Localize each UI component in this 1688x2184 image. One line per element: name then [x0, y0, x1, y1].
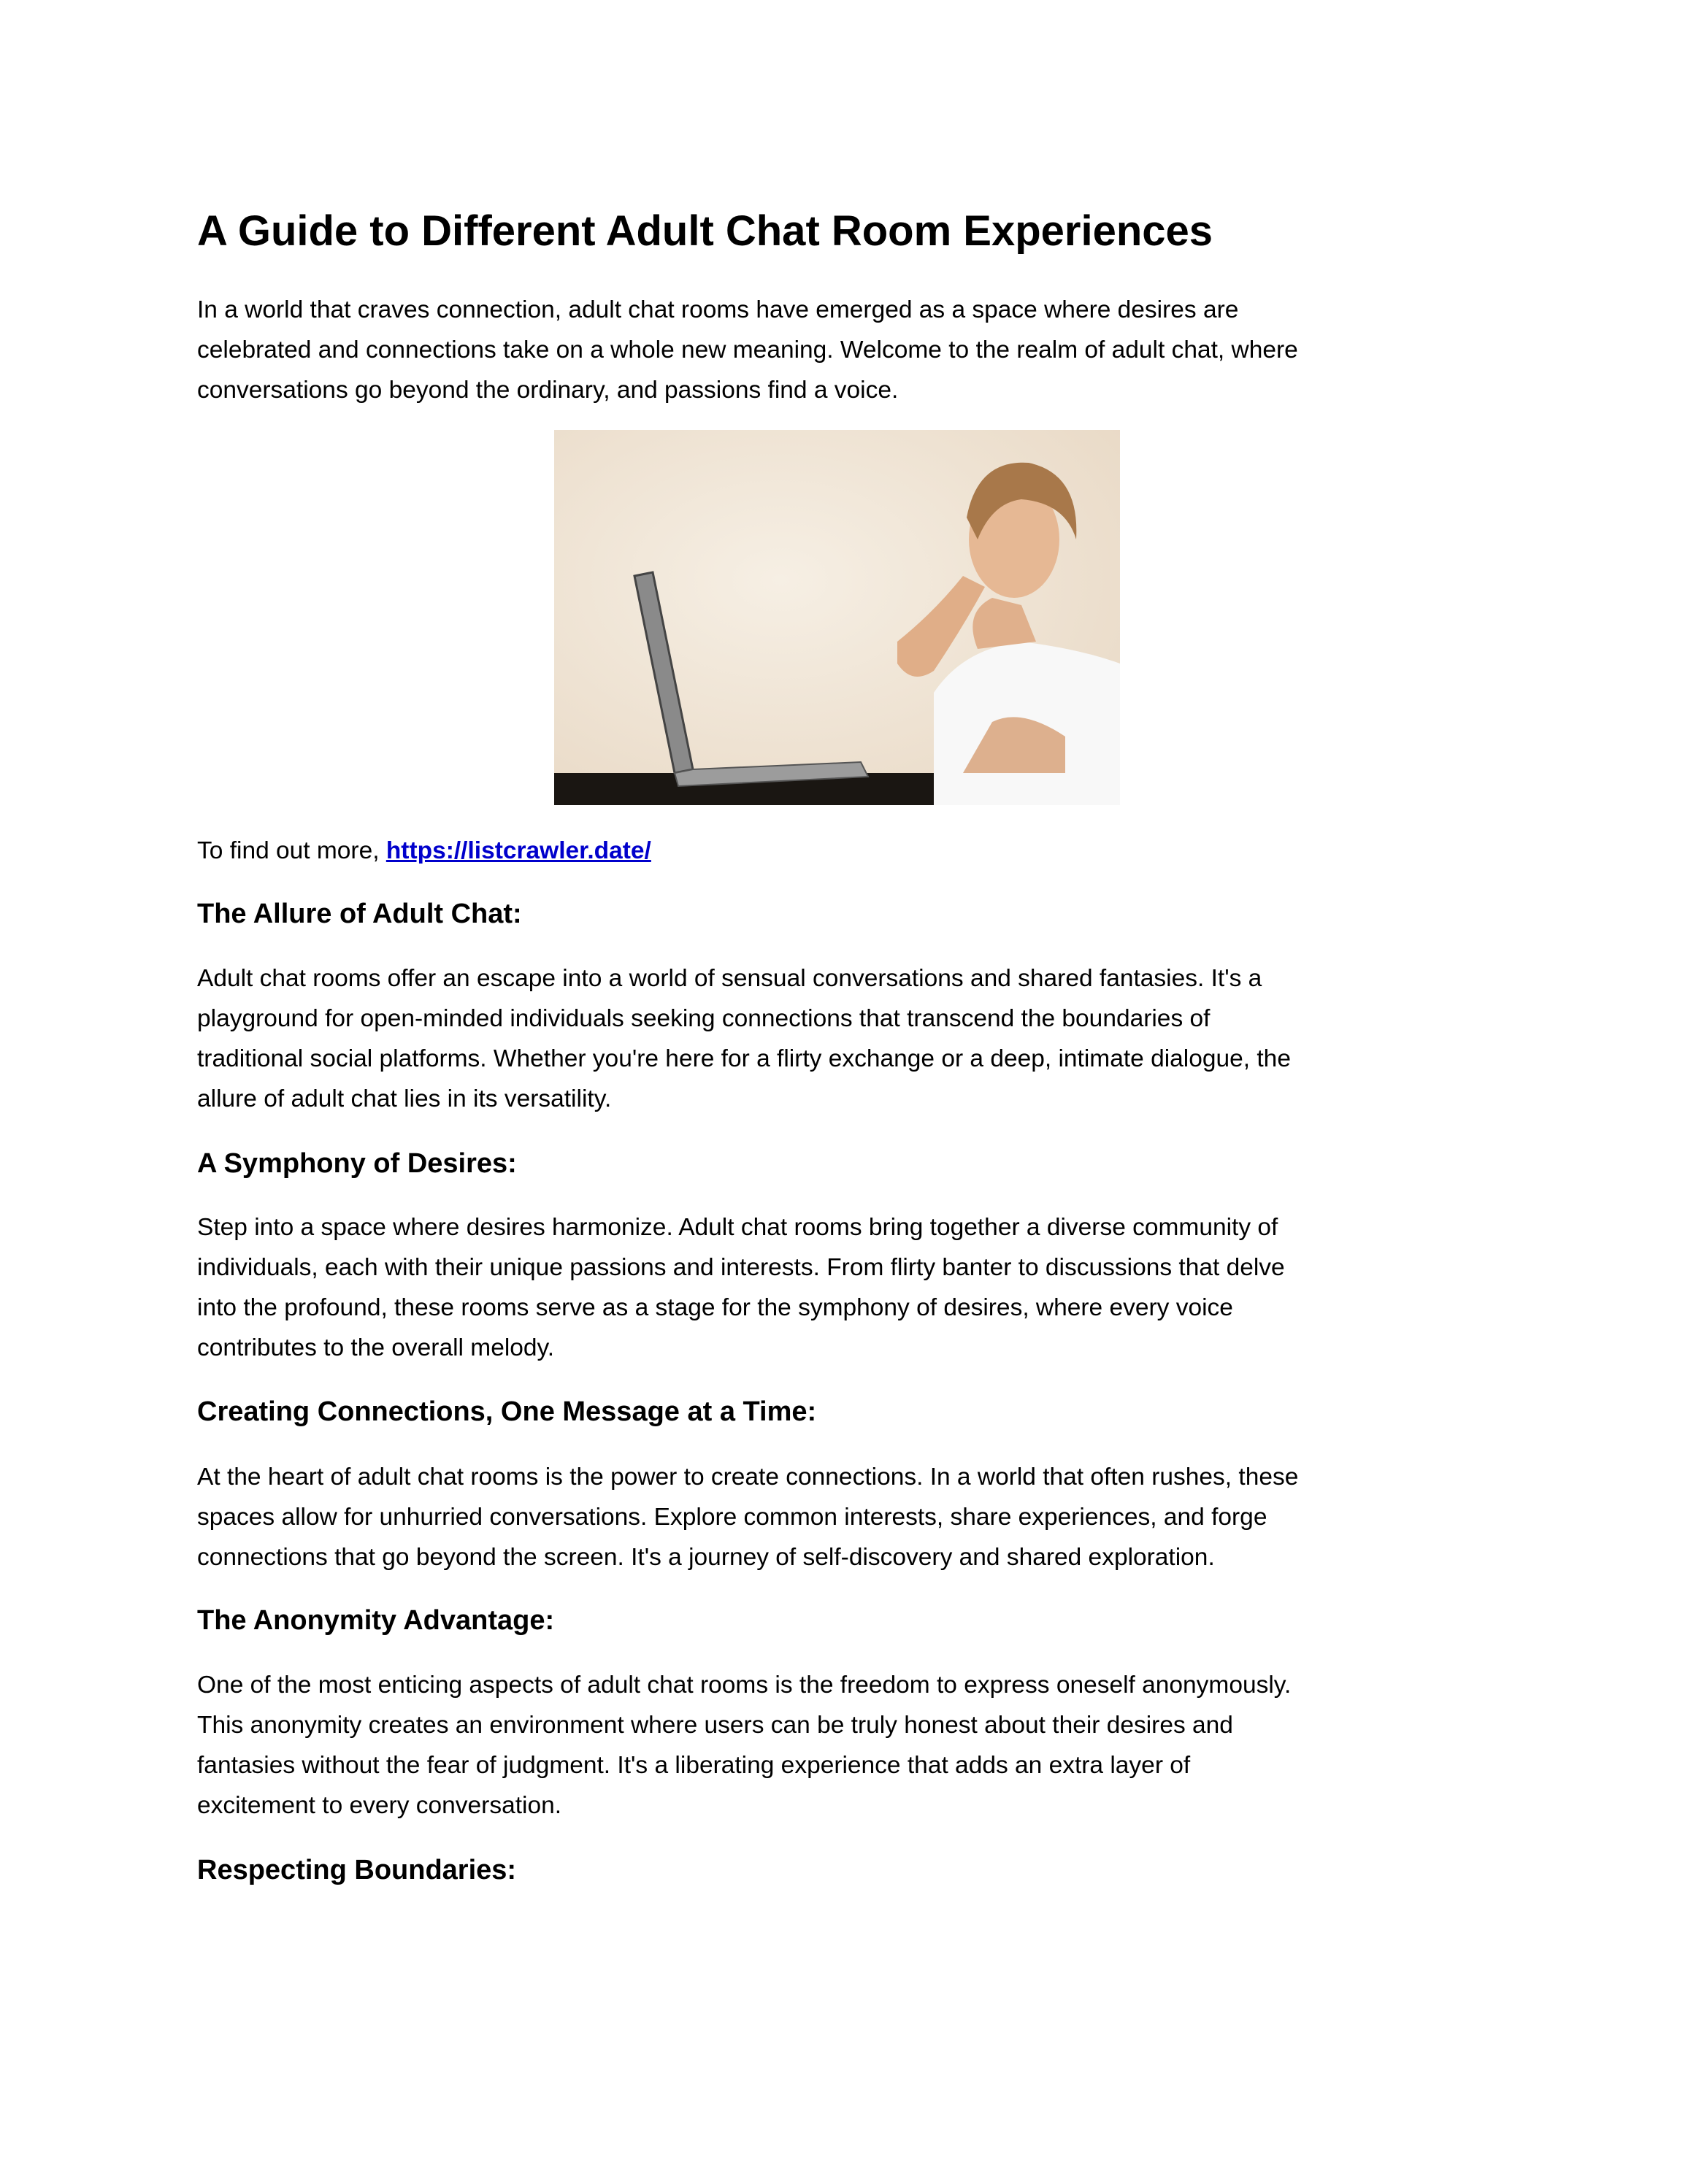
section-heading: The Allure of Adult Chat: [197, 899, 522, 929]
section-heading: Respecting Boundaries: [197, 1855, 517, 1885]
page-title: A Guide to Different Adult Chat Room Experiences [197, 207, 1213, 255]
section-paragraph [197, 1457, 1298, 1577]
text-line: Adult chat rooms offer an escape into a world of sensual conversations and shared fantasies. It's a [197, 965, 1262, 992]
text-line: allure of adult chat lies in its versatility. [197, 1085, 612, 1112]
listcrawler-link[interactable]: https://listcrawler.date/ [385, 837, 651, 864]
text-line: connections that go beyond the screen. It's a journey of self-discovery and shared exploration. [197, 1544, 1215, 1571]
text-line: individuals, each with their unique passions and interests. From flirty banter to discussions that delve [197, 1254, 1285, 1281]
text-line: fantasies without the fear of judgment. It's a liberating experience that adds an extra layer of [197, 1752, 1191, 1779]
text-line: traditional social platforms. Whether you're here for a flirty exchange or a deep, intimate dialogue, the [197, 1045, 1291, 1072]
find-more-line [197, 831, 651, 871]
text-line: into the profound, these rooms serve as a stage for the symphony of desires, where every voice [197, 1294, 1233, 1321]
text-line: conversations go beyond the ordinary, and passions find a voice. [197, 377, 899, 404]
section-heading: A Symphony of Desires: [197, 1148, 517, 1179]
woman-laptop-photo [554, 430, 1120, 805]
text-line: excitement to every conversation. [197, 1792, 562, 1819]
text-line: One of the most enticing aspects of adult chat rooms is the freedom to express oneself anonymously. [197, 1672, 1292, 1699]
text-line: At the heart of adult chat rooms is the power to create connections. In a world that often rushes, these [197, 1464, 1299, 1491]
section-paragraph [197, 1665, 1291, 1826]
intro-paragraph [197, 290, 1298, 410]
section-paragraph [197, 1207, 1285, 1368]
section-paragraph [197, 958, 1291, 1119]
text-line: This anonymity creates an environment where users can be truly honest about their desires and [197, 1712, 1233, 1739]
section-heading: Creating Connections, One Message at a Time: [197, 1396, 817, 1427]
text-line: playground for open-minded individuals seeking connections that transcend the boundaries of [197, 1005, 1211, 1032]
text-line: In a world that craves connection, adult chat rooms have emerged as a space where desires are [197, 296, 1239, 323]
text-line: Step into a space where desires harmonize. Adult chat rooms bring together a diverse community of [197, 1214, 1278, 1241]
section-heading: The Anonymity Advantage: [197, 1605, 555, 1636]
text-line: celebrated and connections take on a whole new meaning. Welcome to the realm of adult chat, where [197, 337, 1298, 364]
find-more-text: To find out more, [197, 837, 386, 864]
text-line: spaces allow for unhurried conversations. Explore common interests, share experiences, and forge [197, 1504, 1267, 1531]
text-line: contributes to the overall melody. [197, 1334, 555, 1361]
